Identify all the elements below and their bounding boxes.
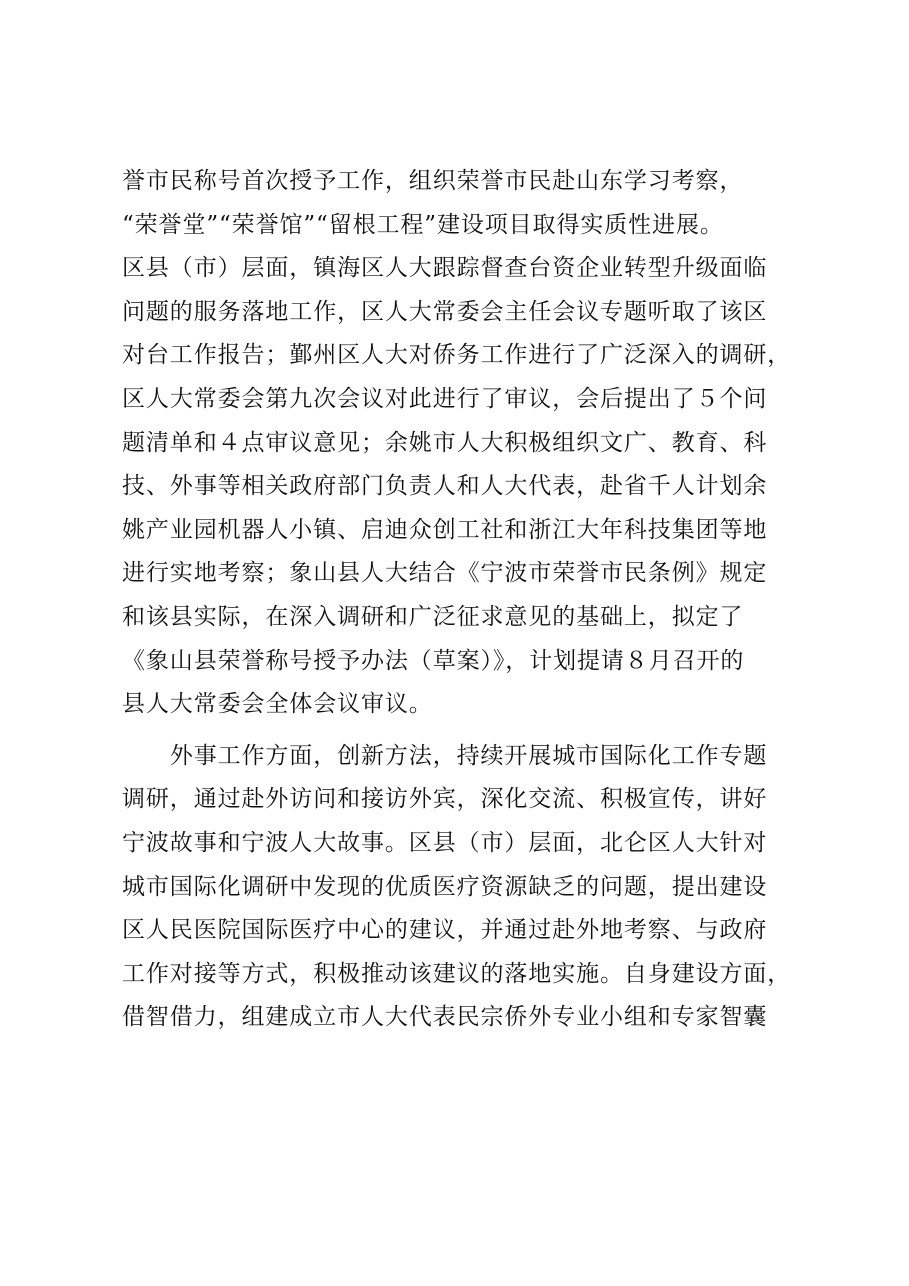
text-line: 和该县实际，在深入调研和广泛征求意见的基础上，拟定了 (122, 603, 744, 630)
paragraph-gap (122, 727, 812, 735)
text-line: 技、外事等相关政府部门负责人和人大代表，赴省千人计划余 (122, 473, 768, 500)
paragraph-1 (122, 160, 812, 727)
text-line: 区人大常委会第九次会议对此进行了审议，会后提出了５个问 (122, 385, 768, 412)
text-line: 城市国际化调研中发现的优质医疗资源缺乏的问题，提出建设 (122, 873, 768, 900)
text-line: 区人民医院国际医疗中心的建议，并通过赴外地考察、与政府 (122, 917, 768, 944)
text-line: 誉市民称号首次授予工作，组织荣誉市民赴山东学习考察， (122, 168, 744, 194)
text-line: 工作对接等方式，积极推动该建议的落地实施。自身建设方面， (122, 960, 792, 987)
text-line: 县人大常委会全体会议审议。 (122, 691, 433, 718)
paragraph-2 (122, 735, 812, 1040)
text-line: 姚产业园机器人小镇、启迪众创工社和浙江大年科技集团等地 (122, 516, 768, 543)
text-line: 区县（市）层面，镇海区人大跟踪督查台资企业转型升级面临 (122, 255, 768, 282)
text-line: 问题的服务落地工作，区人大常委会主任会议专题听取了该区 (122, 298, 768, 325)
text-line: 宁波故事和宁波人大故事。区县（市）层面，北仑区人大针对 (122, 829, 768, 856)
text-line: 对台工作报告；鄞州区人大对侨务工作进行了广泛深入的调研， (122, 342, 792, 369)
text-line: 进行实地考察；象山县人大结合《宁波市荣誉市民条例》规定 (122, 560, 768, 587)
text-line: 调研，通过赴外访问和接访外宾，深化交流、积极宣传，讲好 (122, 786, 768, 813)
text-line: 外事工作方面，创新方法，持续开展城市国际化工作专题 (122, 742, 768, 769)
text-line: 借智借力，组建成立市人大代表民宗侨外专业小组和专家智囊 (122, 1004, 768, 1031)
text-line: 《象山县荣誉称号授予办法（草案）》，计划提请８月召开的 (122, 647, 745, 674)
text-line: 题清单和４点审议意见；余姚市人大积极组织文广、教育、科 (122, 429, 768, 456)
text-line: “荣誉堂”“荣誉馆”“留根工程”建设项目取得实质性进展。 (122, 211, 724, 238)
document-body (122, 160, 812, 1040)
